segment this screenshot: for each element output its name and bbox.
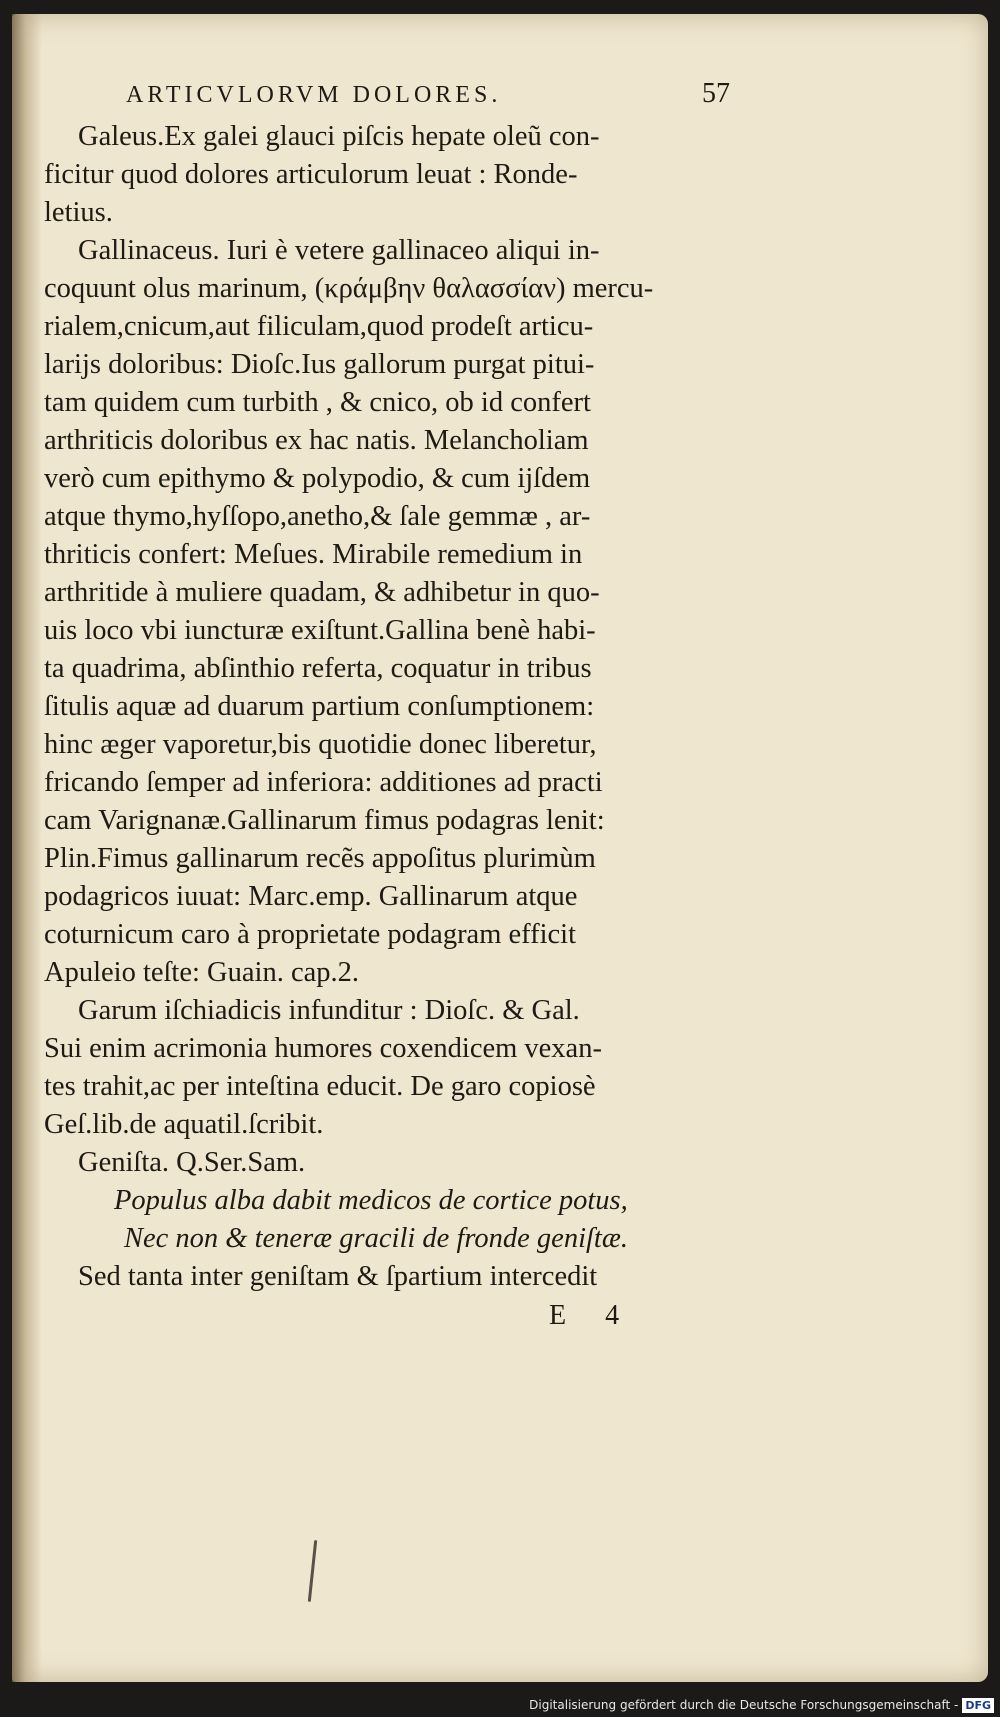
- page-text-block: [44, 70, 734, 1336]
- text-line: ficitur quod dolores articulorum leuat : Ronde-: [44, 159, 578, 190]
- signature-mark: E 4: [549, 1300, 636, 1331]
- text-line: verò cum epithymo & polypodio, & cum ijſdem: [44, 463, 591, 494]
- text-line: Geniſta. Q.Ser.Sam.: [78, 1147, 306, 1178]
- text-line: tam quidem cum turbith , & cnico, ob id confert: [44, 387, 591, 418]
- text-line: cam Varignanæ.Gallinarum fimus podagras lenit:: [44, 805, 605, 836]
- text-line: Sui enim acrimonia humores coxendicem vexan-: [44, 1033, 602, 1064]
- text-line: arthriticis doloribus ex hac natis. Melancholiam: [44, 425, 589, 456]
- text-line: letius.: [44, 197, 113, 228]
- text-line: Galeus.Ex galei glauci piſcis hepate oleũ con-: [78, 121, 600, 152]
- text-line: podagricos iuuat: Marc.emp. Gallinarum atque: [44, 881, 578, 912]
- text-line: Gallinaceus. Iuri è vetere gallinaceo aliqui in-: [78, 235, 600, 266]
- text-line: Sed tanta inter geniſtam & ſpartium intercedit: [78, 1261, 598, 1292]
- text-line: tes trahit,ac per inteſtina educit. De garo copiosè: [44, 1071, 596, 1102]
- text-line: ſitulis aquæ ad duarum partium conſumptionem:: [44, 691, 595, 722]
- text-line: rialem,cnicum,aut filiculam,quod prodeſt articu-: [44, 311, 594, 342]
- text-line: arthritide à muliere quadam, & adhibetur in quo-: [44, 577, 600, 608]
- text-line: atque thymo,hyſſopo,anetho,& ſale gemmæ , ar-: [44, 501, 591, 532]
- verse-line: Nec non & teneræ gracili de fronde geniſtæ.: [124, 1223, 628, 1254]
- dfg-logo-icon: DFG: [962, 1698, 994, 1713]
- text-line: thriticis confert: Meſues. Mirabile remedium in: [44, 539, 583, 570]
- text-line: Garum iſchiadicis infunditur : Dioſc. & Gal.: [78, 995, 580, 1026]
- text-line: ta quadrima, abſinthio referta, coquatur in tribus: [44, 653, 592, 684]
- text-line: Plin.Fimus gallinarum recẽs appoſitus plurimùm: [44, 843, 596, 874]
- digitization-footer: [0, 1693, 1000, 1717]
- text-line: hinc æger vaporetur,bis quotidie donec liberetur,: [44, 729, 597, 760]
- text-line: coquunt olus marinum, (κράμβην θαλασσίαν) mercu-: [44, 273, 654, 304]
- running-head: [44, 70, 734, 118]
- footer-credit: Digitalisierung gefördert durch die Deutsche Forschungsgemeinschaft -: [529, 1698, 959, 1712]
- page-number: 57: [702, 78, 730, 109]
- text-line: larijs doloribus: Dioſc.Ius gallorum purgat pitui-: [44, 349, 595, 380]
- text-line: Geſ.lib.de aquatil.ſcribit.: [44, 1109, 324, 1140]
- verse-line: Populus alba dabit medicos de cortice potus,: [114, 1185, 628, 1216]
- text-line: fricando ſemper ad inferiora: additiones ad practi: [44, 767, 603, 798]
- text-line: Apuleio teſte: Guain. cap.2.: [44, 957, 359, 988]
- page-gutter-shadow: [12, 14, 42, 1682]
- running-head-title: ARTICVLORVM DOLORES.: [126, 82, 502, 108]
- text-line: coturnicum caro à proprietate podagram efficit: [44, 919, 577, 950]
- text-line: uis loco vbi iuncturæ exiſtunt.Gallina benè habi-: [44, 615, 596, 646]
